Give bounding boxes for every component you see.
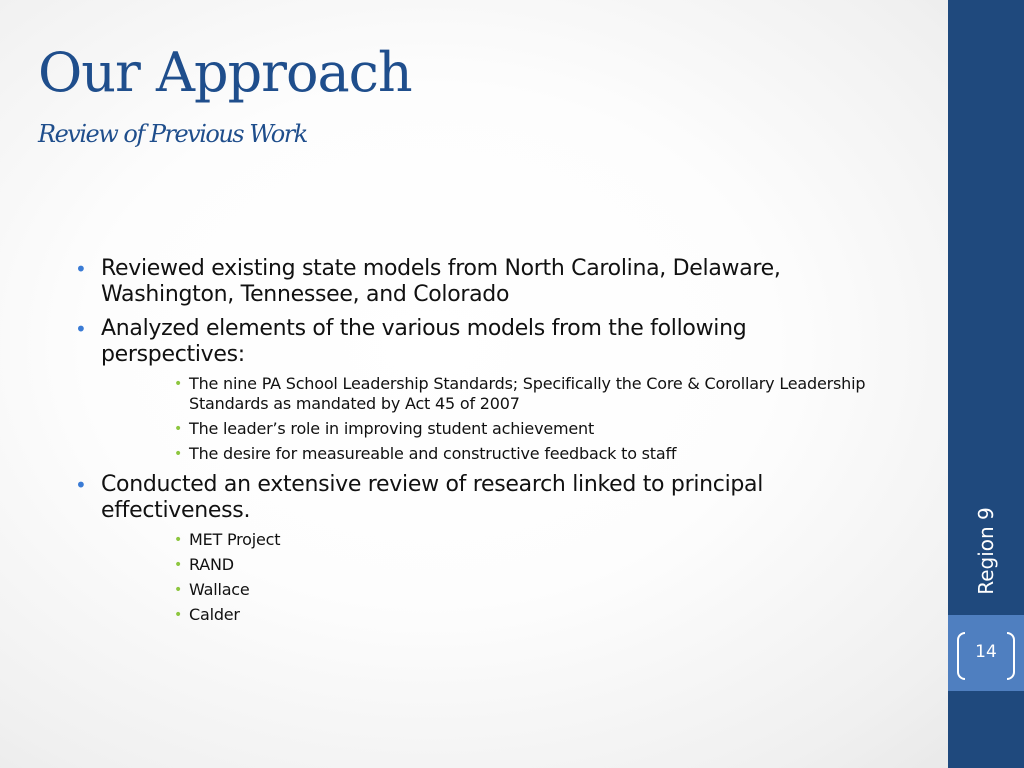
sub-bullet-icon: •: [174, 582, 183, 598]
sub-bullet-item: [174, 580, 875, 600]
sub-bullet-text: MET Project: [189, 530, 281, 549]
sub-bullet-text: RAND: [189, 555, 234, 574]
sub-bullet-item: [174, 555, 875, 575]
sub-bullet-item: [174, 605, 875, 625]
sub-bullet-list: [75, 530, 875, 625]
bullet-item: [75, 256, 875, 308]
sub-bullet-text: The nine PA School Leadership Standards; Specifically the Core & Corollary Leadership Standards as mandated by Act 45 of 2007: [189, 374, 866, 413]
sub-bullet-item: [174, 444, 875, 464]
sub-bullet-icon: •: [174, 607, 183, 623]
sidebar-label: Region 9: [974, 507, 998, 595]
bullet-text: Conducted an extensive review of research linked to principal effectiveness.: [101, 472, 764, 523]
sub-bullet-icon: •: [174, 421, 183, 437]
sub-bullet-icon: •: [174, 532, 183, 548]
sub-bullet-item: [174, 530, 875, 550]
sub-bullet-icon: •: [174, 557, 183, 573]
sub-bullet-item: [174, 374, 875, 414]
sub-bullet-icon: •: [174, 446, 183, 462]
page-number: 14: [975, 642, 997, 662]
bullet-item: [75, 316, 875, 368]
slide-subtitle: Review of Previous Work: [38, 120, 307, 148]
bullet-icon: •: [75, 317, 87, 341]
sub-bullet-text: Wallace: [189, 580, 250, 599]
sub-bullet-text: The leader’s role in improving student achievement: [189, 419, 595, 438]
sub-bullet-list: [75, 374, 875, 464]
bullet-text: Analyzed elements of the various models from the following perspectives:: [101, 316, 747, 367]
bullet-item: [75, 472, 875, 524]
bullet-text: Reviewed existing state models from North Carolina, Delaware, Washington, Tennessee, and Colorado: [101, 256, 781, 307]
sub-bullet-item: [174, 419, 875, 439]
bullet-icon: •: [75, 473, 87, 497]
sub-bullet-text: Calder: [189, 605, 240, 624]
slide-title: Our Approach: [38, 41, 412, 104]
sub-bullet-icon: •: [174, 376, 183, 392]
sub-bullet-text: The desire for measureable and constructive feedback to staff: [189, 444, 677, 463]
bullet-list: [75, 256, 875, 633]
bullet-icon: •: [75, 257, 87, 281]
